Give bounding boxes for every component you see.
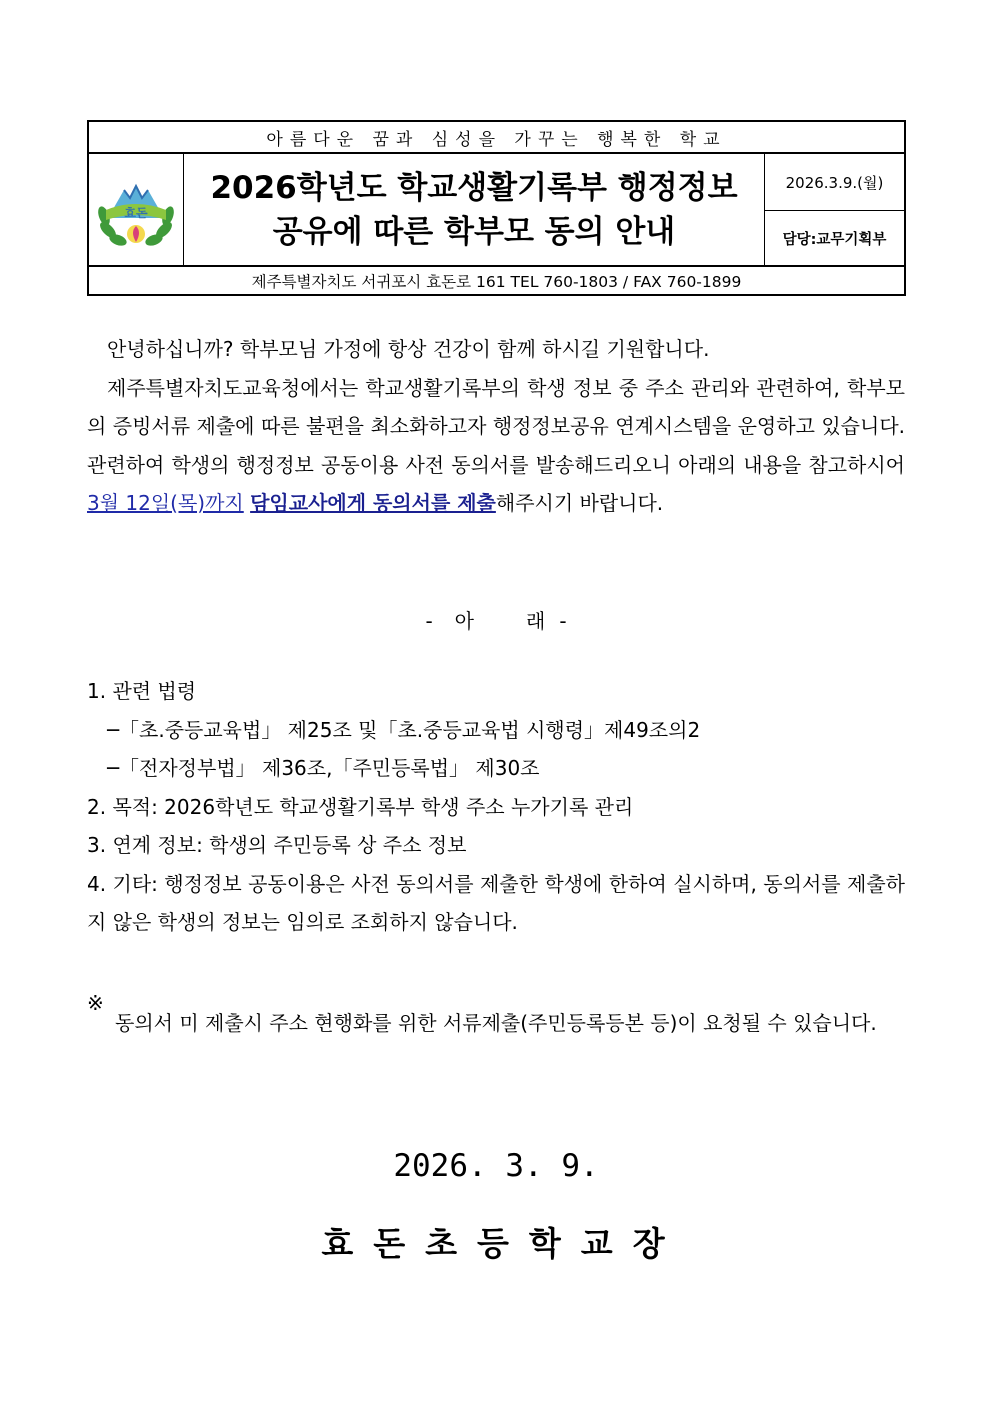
notice-text: 제주특별자치도교육청에서는 학교생활기록부의 학생 정보 중 주소 관리와 관련하여, 학부모의 증빙서류 제출에 따른 불편을 최소화하고자 행정정보공유 연계시스템을 운영하고 있습니다. 관련하여 학생의 행정정보 공동이용 사전 동의서를 발송해드리오니 아래의 내용을 참고하시어 — [87, 375, 905, 477]
footer-date: 2026. 3. 9. — [393, 1148, 599, 1184]
side-info-cell — [764, 154, 904, 265]
list-item: 1. 관련 법령 — [87, 679, 197, 703]
notice-closing: 해주시기 바랍니다. — [495, 491, 664, 515]
notice-paragraph — [87, 369, 905, 523]
heading-dash-right: - — [559, 609, 567, 633]
heading-dash-left: - — [425, 609, 433, 633]
school-address: 제주특별자치도 서귀포시 효돈로 161 TEL 760-1803 / FAX 760-1899 — [251, 272, 742, 291]
issue-date: 2026.3.9.(월) — [765, 154, 904, 211]
deadline-action: 담임교사에게 동의서를 제출 — [250, 491, 496, 515]
greeting-paragraph: 안녕하십니까? 학부모님 가정에 항상 건강이 함께 하시길 기원합니다. — [107, 337, 710, 361]
section-heading — [0, 605, 992, 634]
emblem-text: 효돈 — [124, 205, 148, 220]
list-subitem: ─「전자정부법」 제36조,「주민등록법」 제30조 — [107, 756, 540, 780]
list-subitem: ─「초.중등교육법」 제25조 및「초.중등교육법 시행령」제49조의2 — [107, 717, 701, 742]
reference-mark: ※ — [87, 991, 104, 1015]
details-list — [87, 672, 905, 942]
signer-name: 효돈초등학교장 — [321, 1224, 685, 1263]
intro-section — [87, 330, 905, 523]
manager-department: 담당:교무기획부 — [782, 231, 887, 248]
list-item: 2. 목적: 2026학년도 학교생활기록부 학생 주소 누가기록 관리 — [87, 794, 634, 819]
list-item: 4. 기타: 행정정보 공동이용은 사전 동의서를 제출한 학생에 한하여 실시하며, 동의서를 제출하지 않은 학생의 정보는 임의로 조회하지 않습니다. — [87, 871, 905, 934]
deadline-date: 3월 12일(목)까지 — [87, 491, 244, 515]
letterhead-table — [87, 120, 906, 296]
school-emblem-icon — [94, 168, 178, 252]
title-line-2: 공유에 따른 학부모 동의 안내 — [272, 213, 676, 250]
logo-cell — [89, 154, 184, 265]
title-line-1: 2026학년도 학교생활기록부 행정정보 — [210, 169, 738, 206]
school-slogan: 아름다운 꿈과 심성을 가꾸는 행복한 학교 — [89, 122, 904, 154]
heading-char-2: 래 — [526, 609, 546, 633]
document-title — [184, 154, 764, 265]
note-text: 동의서 미 제출시 주소 현행화를 위한 서류제출(주민등록등본 등)이 요청될 수 있습니다. — [115, 1011, 877, 1035]
letterhead-middle-row — [89, 154, 904, 267]
note-section — [87, 984, 905, 1063]
heading-char-1: 아 — [454, 609, 474, 633]
list-item: 3. 연계 정보: 학생의 주민등록 상 주소 정보 — [87, 833, 467, 857]
